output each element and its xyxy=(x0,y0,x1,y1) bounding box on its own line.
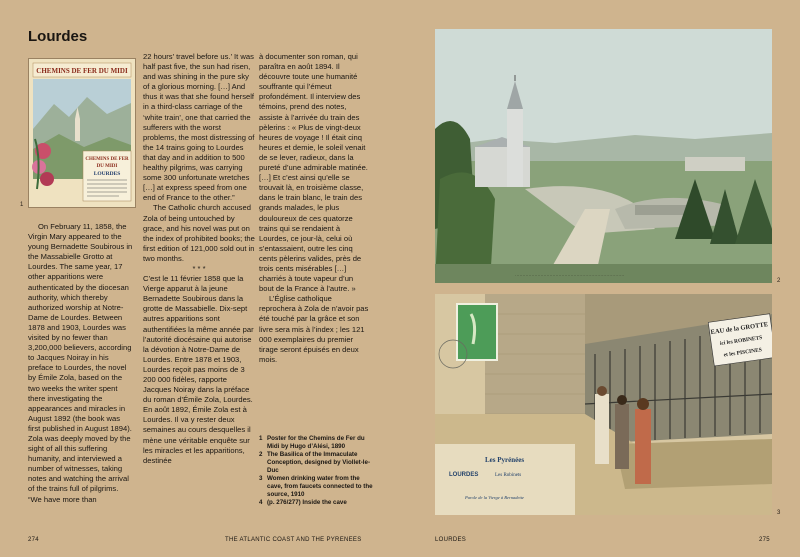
english-paragraph-1: On February 11, 1858, the Virgin Mary appeared to the young Bernadette Soubirous in the Massabielle Grotto at Lourdes. The same year, 17 other apparitions were authenticated by the diocesan authority, which thereby authorized worship at Notre-Dame de Lourdes. Between 1878 and 1903, Lourdes was visited by no fewer than 3,200,000 believers, according to Jacques Noiray in his preface to Lourdes, the novel by Émile Zola, based on the two weeks the writer spent there investigating the appearances and miracles in August 1892 (the book was first published in August 1894). Zola was deeply moved by the sight of all this suffering humanity, and interviewed a number of witnesses, taking notes and watching the arrival of the trains full of pilgrims. “We have more than xyxy=(28,222,133,504)
railway-poster-image xyxy=(28,58,136,208)
left-running-head: THE ATLANTIC COAST AND THE PYRENEES xyxy=(225,537,362,543)
postcard-title: Les Pyrénées xyxy=(485,456,525,464)
caption-item: 4 (p. 276/277) Inside the cave xyxy=(259,499,347,506)
left-page-number: 274 xyxy=(28,537,39,543)
postcard-sub: Parole de la Vierge à Bernadette xyxy=(465,495,524,500)
french-quote-continued: à documenter son roman, qui paraîtra en août 1894. Il découvre toute une humanité souffrante qui l’émeut profondément. Il interview des témoins, prend des notes, assiste à l’arrivée du train des pèlerins : « Plus de vingt-deux heures de voyage ! Il était cinq heures et demie, le soleil venait de se lever, radieux, dans la pureté d’une admirable matinée. […] Et c’est ainsi qu’elle se trouvait là, en troisième classe, dans le train blanc, le train des grands malades, le plus douloureux de ces quatorze trains qui se rendaient à Lourdes, ce jour-là, celui où s’entassaient, outre les cinq cents pèlerins valides, près de trois cents misérables […] charriés à toute vapeur d’un bout de la France à l’autre. » xyxy=(259,52,368,294)
english-quote-continued: 22 hours’ travel before us.’ It was half past five, the sun had risen, and was shining in the pure sky of a glorious morning. […] And thus it was that she found herself in a third-class carriage of the ‘white train’, one that carried the sufferers with the worst problems, the most distressing of the 14 trains going to Lourdes that day and in addition to 500 healthy pilgrims, was carrying some 300 unfortunate wretches […] at express speed from one end of France to the other.” xyxy=(143,52,255,203)
right-running-head: LOURDES xyxy=(435,537,467,543)
caption-item: 1 Poster for the Chemins de Fer du Midi by Hugo d’Alési, 1890 xyxy=(259,435,365,450)
figure-3-number: 3 xyxy=(777,510,781,516)
figure-2-number: 2 xyxy=(777,278,781,284)
english-text-column-1 xyxy=(28,222,134,505)
right-page xyxy=(400,0,800,557)
french-paragraph-1: C’est le 11 février 1858 que la Vierge apparut à la jeune Bernadette Soubirous dans la grotte de Massabielle. Dix-sept autres apparitions sont authentifiées la même année par l’autorité diocésaine qui autorise la dévotion à Notre-Dame de Lourdes. Entre 1878 et 1903, Lourdes reçoit pas moins de 3 200 000 fidèles, rapporte Jacques Noiray dans la préface du roman d’Émile Zola, Lourdes. En août 1892, Émile Zola est à Lourdes. Il va y rester deux semaines au cours desquelles il mène une véritable enquête sur les miracles et les apparitions, destinée xyxy=(143,274,254,465)
figure-captions xyxy=(259,435,373,507)
basilica-photo xyxy=(435,29,772,283)
french-paragraph-2: L’Église catholique reprochera à Zola de n’avoir pas été touché par la grâce et son livre sera mis à l’index ; les 121 000 exemplaires du premier tirage seront épuisés en deux mois. xyxy=(259,294,369,364)
postcard-place: LOURDES xyxy=(449,472,479,478)
poster-line1: CHEMINS DE FER xyxy=(85,157,129,162)
poster-line2: DU MIDI xyxy=(96,164,118,169)
poster-header: CHEMINS DE FER DU MIDI xyxy=(36,67,128,75)
page-title: Lourdes xyxy=(28,28,88,45)
poster-destination: LOURDES xyxy=(93,171,121,177)
fountain-postcard-photo xyxy=(435,294,772,515)
caption-item: 3 Women drinking water from the cave, from faucets connected to the source, 1910 xyxy=(259,475,373,498)
section-divider: * * * xyxy=(192,263,206,273)
postcard-caption: Les Robinets xyxy=(495,473,522,478)
text-column-2 xyxy=(143,52,255,466)
text-column-3 xyxy=(259,52,369,365)
sign-line-3: et les PISCINES xyxy=(723,347,763,359)
caption-item: 2 The Basilica of the Immaculate Conception, designed by Viollet-le-Duc xyxy=(259,451,371,474)
english-paragraph-2: The Catholic church accused Zola of being untouched by grace, and his novel was put on the index of prohibited books; the first edition of 121,000 sold out in two months. xyxy=(143,203,255,263)
sign-line-2: ici les ROBINETS xyxy=(719,335,763,347)
svg-text:······························: ········································································· xyxy=(515,273,625,278)
figure-1-number: 1 xyxy=(20,202,24,208)
sign-line-1: EAU de la GROTTE xyxy=(710,321,769,337)
right-page-number: 275 xyxy=(759,537,770,543)
